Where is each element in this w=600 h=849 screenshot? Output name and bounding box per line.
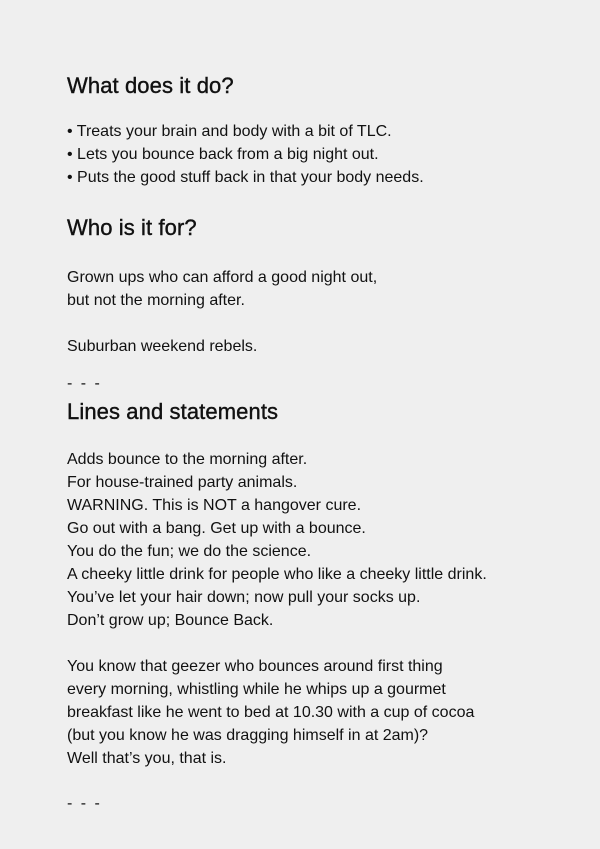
- story-line: (but you know he was dragging himself in at 2am)?: [67, 727, 429, 744]
- statement-line: You’ve let your hair down; now pull your socks up.: [67, 589, 421, 606]
- statement-line: A cheeky little drink for people who like a cheeky little drink.: [67, 566, 487, 583]
- statement-line: WARNING. This is NOT a hangover cure.: [67, 497, 362, 514]
- list-item: • Puts the good stuff back in that your body needs.: [67, 169, 424, 186]
- story-paragraph: [67, 655, 600, 770]
- story-line: Well that’s you, that is.: [67, 750, 227, 767]
- what-does-it-do-heading: What does it do?: [67, 73, 234, 98]
- statements-list: [67, 448, 600, 632]
- benefits-list: [67, 120, 600, 189]
- audience-tagline: Suburban weekend rebels.: [67, 338, 258, 355]
- list-item: • Treats your brain and body with a bit of TLC.: [67, 123, 392, 140]
- story-line: every morning, whistling while he whips up a gourmet: [67, 681, 446, 698]
- section-divider: - - -: [67, 795, 102, 812]
- section-divider: - - -: [67, 375, 102, 392]
- story-line: breakfast like he went to bed at 10.30 with a cup of cocoa: [67, 704, 475, 721]
- statement-line: For house-trained party animals.: [67, 474, 298, 491]
- story-line: You know that geezer who bounces around first thing: [67, 658, 443, 675]
- statement-line: Don’t grow up; Bounce Back.: [67, 612, 274, 629]
- statement-line: Go out with a bang. Get up with a bounce.: [67, 520, 366, 537]
- list-item: • Lets you bounce back from a big night out.: [67, 146, 379, 163]
- paragraph-line: Grown ups who can afford a good night out,: [67, 269, 378, 286]
- statement-line: You do the fun; we do the science.: [67, 543, 312, 560]
- who-is-it-for-heading: Who is it for?: [67, 215, 197, 240]
- audience-paragraph: [67, 266, 600, 312]
- lines-and-statements-heading: Lines and statements: [67, 399, 279, 424]
- paragraph-line: but not the morning after.: [67, 292, 245, 309]
- statement-line: Adds bounce to the morning after.: [67, 451, 308, 468]
